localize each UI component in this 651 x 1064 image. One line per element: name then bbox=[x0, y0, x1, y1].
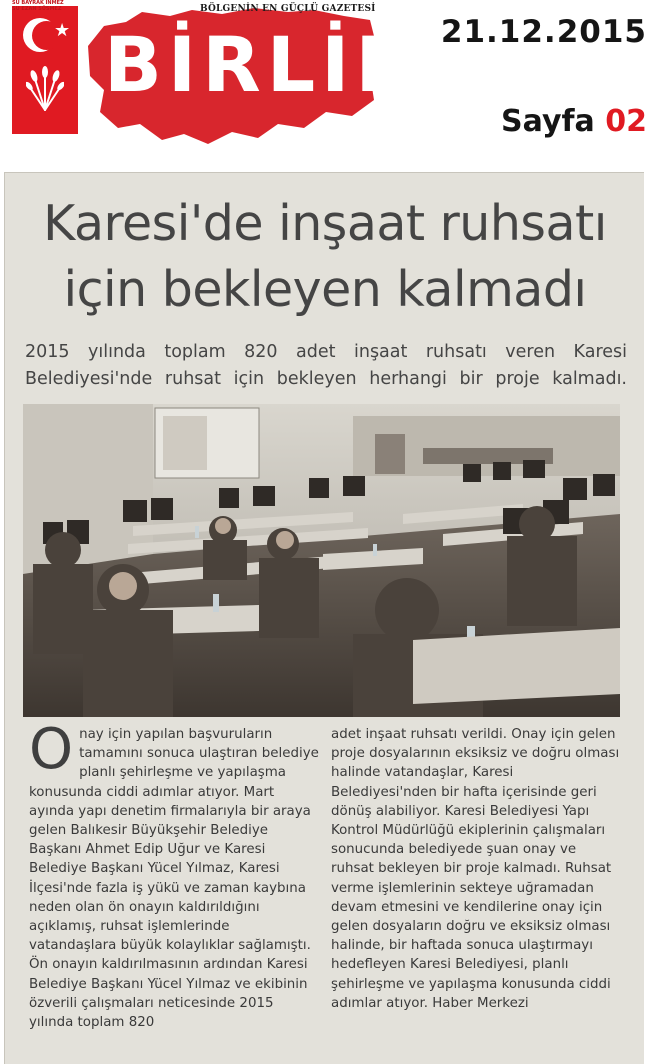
tagline: BÖLGENİN EN GÜÇLÜ GAZETESİ bbox=[200, 4, 376, 14]
headline-line-1: Karesi'de inşaat ruhsatı bbox=[43, 195, 607, 252]
flag-motto: SU BAYRAK İNMEZ SU EZAN SÜSMEZ bbox=[12, 0, 64, 12]
wheat-icon bbox=[26, 64, 64, 112]
star-icon: ★ bbox=[54, 20, 71, 41]
page-number: 02 bbox=[605, 104, 647, 139]
headline-line-2: için bekleyen kalmadı bbox=[63, 261, 587, 318]
drop-cap: O bbox=[29, 717, 74, 782]
article-paragraph-2: Ön onayın kaldırılmasının ardından Karesi Belediye Başkanı Yücel Yılmaz ve ekibinin özverili çalışmaları neticesinde 2015 yılında toplam 820 bbox=[29, 957, 308, 1031]
article-headline bbox=[19, 191, 631, 323]
news-clipping bbox=[4, 172, 644, 1064]
flag-emblem bbox=[12, 6, 78, 134]
article-paragraph-3: adet inşaat ruhsatı verildi. Onay için gelen proje dosyalarının eksiksiz ve doğru olması halinde vatandaşlar, Karesi Belediyesi'nden bir hafta içerisinde geri dönüş alabiliyor. Karesi Belediyesi Yapı Kontrol Müdürlüğü ekiplerinin çalışmaları sonucunda belediyede şuan onay ve ruhsat bekleyen bir proje kalmadı. Ruhsat verme işlemlerinin sekteye uğramadan devam etmesini ve kendilerine onay için gelen dosyaların doğru ve eksiksiz olması halinde, bir haftada sonuca ulaştırmayı hedefleyen Karesi Belediyesi, planlı şehirleşme ve yapılaşma konusunda ciddi adımlar atıyor. Haber Merkezi bbox=[331, 727, 620, 1011]
masthead bbox=[0, 0, 651, 165]
article-column-left bbox=[29, 717, 321, 1032]
article-paragraph-1: nay için yapılan başvuruların tamamını sonuca ulaştıran belediye planlı şehirleşme ve yapılaşma konusunda ciddi adımlar atıyor. Mart ayında yapı denetim firmalarıyla bir araya gelen Balıkesir Büyükşehir Belediye Başkanı Ahmet Edip Uğur ve Karesi Belediye Başkanı Yücel Yılmaz, Karesi İlçesi'nde fazla iş yükü ve zaman kaybına neden olan ön onayın kaldırıldığını açıklamış, ruhsat işlemlerinde vatandaşlara büyük kolaylıklar sağlamıştı. bbox=[29, 727, 319, 954]
page-indicator bbox=[501, 104, 647, 139]
page-label: Sayfa bbox=[501, 104, 595, 139]
article-lead: 2015 yılında toplam 820 adet inşaat ruhsatı veren Karesi Belediyesi'nde ruhsat için bekleyen herhangi bir proje kalmadı. bbox=[25, 342, 627, 389]
issue-date: 21.12.2015 bbox=[440, 14, 647, 50]
article-column-right bbox=[331, 725, 621, 1013]
council-meeting-photo bbox=[23, 404, 620, 717]
newspaper-logo: BİRLİK bbox=[104, 20, 421, 109]
